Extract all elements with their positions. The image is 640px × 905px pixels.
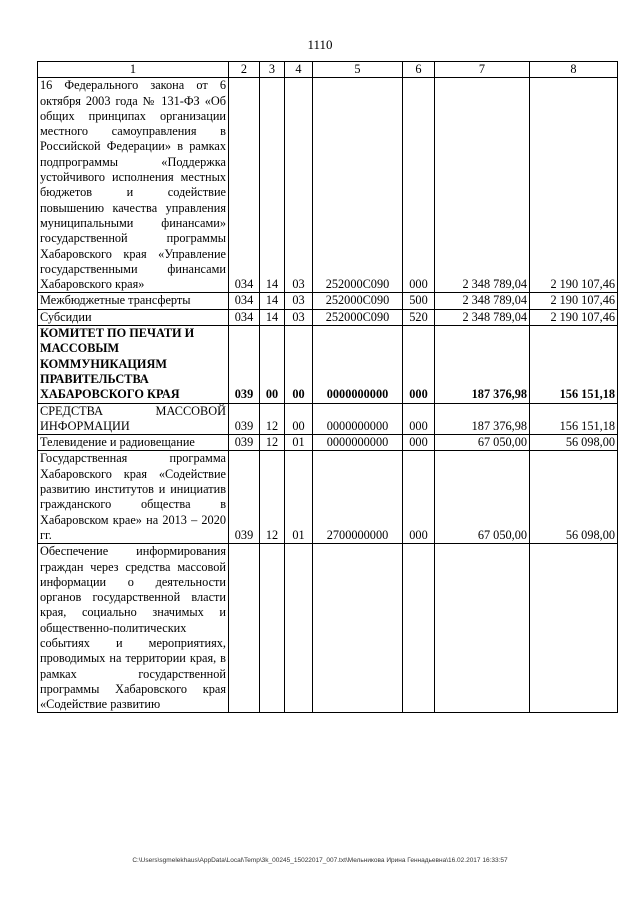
column-header: 7	[435, 62, 530, 78]
cell-amount-1: 2 348 789,04	[435, 78, 530, 293]
cell-subsection: 03	[285, 78, 313, 293]
cell-subsection: 03	[285, 309, 313, 325]
cell-amount-2: 2 190 107,46	[530, 309, 618, 325]
cell-amount-2: 56 098,00	[530, 451, 618, 544]
row-name: КОМИТЕТ ПО ПЕЧАТИ И МАССОВЫМ КОММУНИКАЦИЯМ ПРАВИТЕЛЬСТВА ХАБАРОВСКОГО КРАЯ	[38, 326, 229, 403]
cell-admin-code: 039	[229, 326, 260, 403]
page-number: 1110	[307, 37, 333, 52]
cell-expense-type: 000	[403, 451, 435, 544]
cell-amount-1: 67 050,00	[435, 451, 530, 544]
cell-expense-type: 520	[403, 309, 435, 325]
cell-admin-code: 039	[229, 403, 260, 435]
header-row	[38, 62, 618, 78]
cell-amount-1: 2 348 789,04	[435, 309, 530, 325]
cell-amount-1	[435, 544, 530, 713]
table-row	[38, 544, 618, 713]
row-name: 16 Федерального закона от 6 октября 2003 года № 131-ФЗ «Об общих принципах организации местного самоуправления в Российской Федерации» в рамках подпрограммы «Поддержка устойчивого исполнения местных бюджетов и содействие повышению качества управления муниципальными финансами» государственной программы Хабаровского края «Управление государственными финансами Хабаровского края»	[38, 78, 229, 293]
cell-amount-1: 2 348 789,04	[435, 293, 530, 309]
cell-amount-1: 67 050,00	[435, 435, 530, 451]
cell-admin-code: 034	[229, 78, 260, 293]
cell-amount-2	[530, 544, 618, 713]
row-name: Телевидение и радиовещание	[38, 435, 229, 451]
column-header: 3	[260, 62, 285, 78]
cell-section: 00	[260, 326, 285, 403]
column-header: 1	[38, 62, 229, 78]
table-row	[38, 451, 618, 544]
row-name: Государственная программа Хабаровского края «Содействие развитию институтов и инициатив гражданского общества в Хабаровском крае» на 2013 – 2020 гг.	[38, 451, 229, 544]
cell-section: 12	[260, 403, 285, 435]
cell-admin-code: 034	[229, 293, 260, 309]
cell-target-code: 0000000000	[313, 435, 403, 451]
cell-target-code: 252000С090	[313, 293, 403, 309]
table-row	[38, 309, 618, 325]
cell-expense-type: 000	[403, 78, 435, 293]
row-name: СРЕДСТВА МАССОВОЙ ИНФОРМАЦИИ	[38, 403, 229, 435]
cell-amount-1: 187 376,98	[435, 326, 530, 403]
row-name: Субсидии	[38, 309, 229, 325]
cell-target-code: 2700000000	[313, 451, 403, 544]
cell-subsection: 00	[285, 326, 313, 403]
cell-section	[260, 544, 285, 713]
cell-admin-code: 039	[229, 451, 260, 544]
column-header: 2	[229, 62, 260, 78]
table-row	[38, 326, 618, 403]
cell-expense-type: 000	[403, 435, 435, 451]
table-row	[38, 403, 618, 435]
cell-expense-type: 500	[403, 293, 435, 309]
table-row	[38, 293, 618, 309]
cell-amount-1: 187 376,98	[435, 403, 530, 435]
cell-subsection: 01	[285, 435, 313, 451]
cell-subsection: 03	[285, 293, 313, 309]
cell-expense-type	[403, 544, 435, 713]
column-header: 6	[403, 62, 435, 78]
cell-target-code: 252000С090	[313, 309, 403, 325]
cell-target-code: 252000С090	[313, 78, 403, 293]
cell-amount-2: 2 190 107,46	[530, 78, 618, 293]
cell-amount-2: 2 190 107,46	[530, 293, 618, 309]
cell-section: 12	[260, 435, 285, 451]
file-path-footer: C:\Users\sgmelekhaus\AppData\Local\Temp\3k_00245_15022017_007.txt\Мельникова Ирина Геннадьевна\16.02.2017 16:33:57	[132, 857, 508, 864]
cell-target-code: 0000000000	[313, 403, 403, 435]
column-header: 5	[313, 62, 403, 78]
cell-amount-2: 156 151,18	[530, 403, 618, 435]
cell-section: 14	[260, 309, 285, 325]
cell-expense-type: 000	[403, 403, 435, 435]
cell-amount-2: 156 151,18	[530, 326, 618, 403]
cell-section: 12	[260, 451, 285, 544]
cell-expense-type: 000	[403, 326, 435, 403]
cell-target-code: 0000000000	[313, 326, 403, 403]
budget-table	[37, 61, 618, 713]
cell-subsection	[285, 544, 313, 713]
cell-admin-code: 034	[229, 309, 260, 325]
cell-admin-code: 039	[229, 435, 260, 451]
row-name: Межбюджетные трансферты	[38, 293, 229, 309]
cell-section: 14	[260, 293, 285, 309]
table-row	[38, 78, 618, 293]
cell-admin-code	[229, 544, 260, 713]
column-header: 8	[530, 62, 618, 78]
cell-section: 14	[260, 78, 285, 293]
cell-subsection: 00	[285, 403, 313, 435]
cell-subsection: 01	[285, 451, 313, 544]
table-row	[38, 435, 618, 451]
cell-target-code	[313, 544, 403, 713]
row-name: Обеспечение информирования граждан через средства массовой информации о деятельности органов государственной власти края, социально значимых и общественно-политических событиях и мероприятиях, проводимых на территории края, в рамках государственной программы Хабаровского края «Содействие развитию	[38, 544, 229, 713]
column-header: 4	[285, 62, 313, 78]
cell-amount-2: 56 098,00	[530, 435, 618, 451]
